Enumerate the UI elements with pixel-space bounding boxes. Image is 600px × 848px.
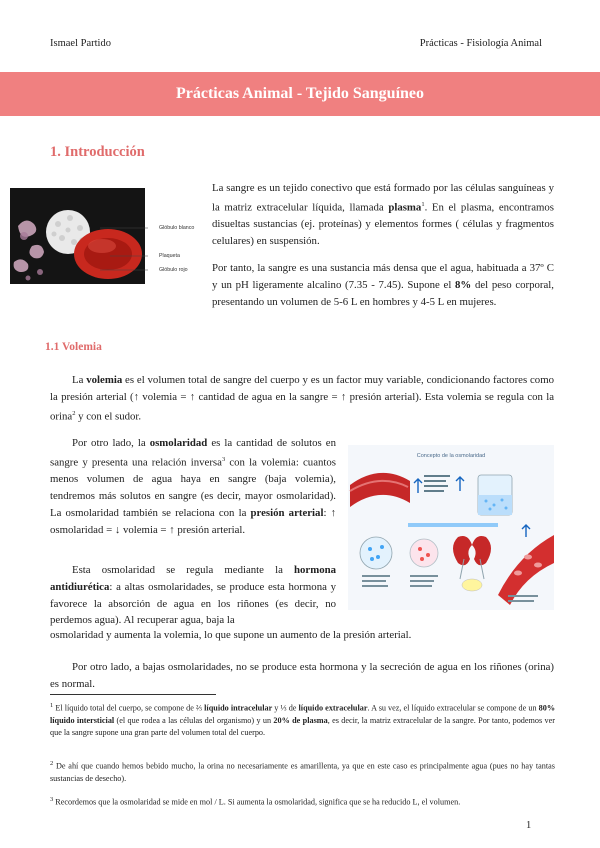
blood-cells-labels: [145, 188, 210, 284]
footnote-divider: [50, 694, 216, 695]
section-heading-volemia: 1.1 Volemia: [45, 341, 102, 353]
footnote-1: $^1$ El líquido total del cuerpo, se compone de ⅔ líquido intracelular y ⅓ de líquido extracelular. A su vez, el líquido extracelular se compone de un 80% líquido intersticial (el que rodea a las células del organismo) y un 20% de plasma, es decir, la matriz extracelular de la sangre. Por tanto, podemos ver que la sangre supone una gran parte del volumen total del cuerpo.: [50, 702, 556, 737]
diagram-title: Concepto de la osmolaridad: [416, 453, 486, 459]
osmolarity-diagram: [348, 445, 554, 610]
volemia-paragraph-1: La volemia es el volumen total de sangre del cuerpo y es un factor muy variable, condicionando factores como la presión arterial (↑ volemia = ↑ cantidad de agua en la sangre = ↑ presión arterial). Esta volemia se regula con la orina$^2$ y con el sudor.: [50, 374, 554, 423]
page-number: 1: [526, 820, 532, 831]
header-author: Ismael Partido: [50, 38, 111, 49]
label-platelet: Plaqueta: [159, 253, 180, 259]
volemia-paragraph-4: Por otro lado, a bajas osmolaridades, no se produce esta hormona y la secreción de agua en los riñones (orina) es normal.: [50, 661, 554, 690]
title-banner: [0, 72, 600, 116]
label-white-cell: Glóbulo blanco: [159, 225, 195, 231]
intro-paragraph-1: La sangre es un tejido conectivo que está formado por las células sanguíneas y la matriz extracelular líquida, llamada plasma$^1$. En el plasma, encontramos disueltas sustancias (ej. proteínas) y elementos formes ( células y fragmentos celulares) en suspensión.: [212, 182, 554, 247]
header-course: Prácticas - Fisiología Animal: [419, 38, 542, 49]
footnote-2: $^2$ De ahí que cuando hemos bebido mucho, la orina no necesariamente es amarillenta, ya que en este caso es principalmente agua (pues no hay tantas sustancias de desecho).: [50, 760, 555, 783]
volemia-paragraph-3-end: osmolaridad y aumenta la volemia, lo que supone un aumento de la presión arterial.: [50, 629, 412, 641]
footnote-3: $^3$ Recordemos que la osmolaridad se mide en mol / L. Si aumenta la osmolaridad, significa que se ha reducido L, el volumen.: [50, 796, 461, 807]
label-red-cell: Glóbulo rojo: [159, 267, 188, 273]
section-heading-introduccion: 1. Introducción: [50, 144, 145, 160]
volemia-paragraph-2: Por otro lado, la osmolaridad es la cantidad de solutos en sangre y presenta una relación inversa$^3$ con la volemia: cuantos menos volumen de agua haya en sangre (baja volemia), tendremos más solutos en sangre (es decir, mayor osmolaridad). La osmolaridad también se relaciona con la presión arterial: ↑ osmolaridad = ↓ volemia = ↑ presión arterial.: [50, 437, 337, 536]
page-title: Prácticas Animal - Tejido Sanguíneo: [175, 85, 425, 102]
volemia-paragraph-3: Esta osmolaridad se regula mediante la hormona antidiurética: a altas osmolaridades, se produce esta hormona y favorece la absorción de agua en los riñones (es decir, no perdemos agua). Al recuperar agua, baja la: [50, 564, 336, 627]
intro-paragraph-2: Por tanto, la sangre es una sustancia más densa que el agua, habituada a 37º C y un pH ligeramente alcalino (7.35 - 7.45). Supone el 8% del peso corporal, presentando un volumen de 5-6 L en hombres y 4-5 L en mujeres.: [212, 262, 554, 308]
